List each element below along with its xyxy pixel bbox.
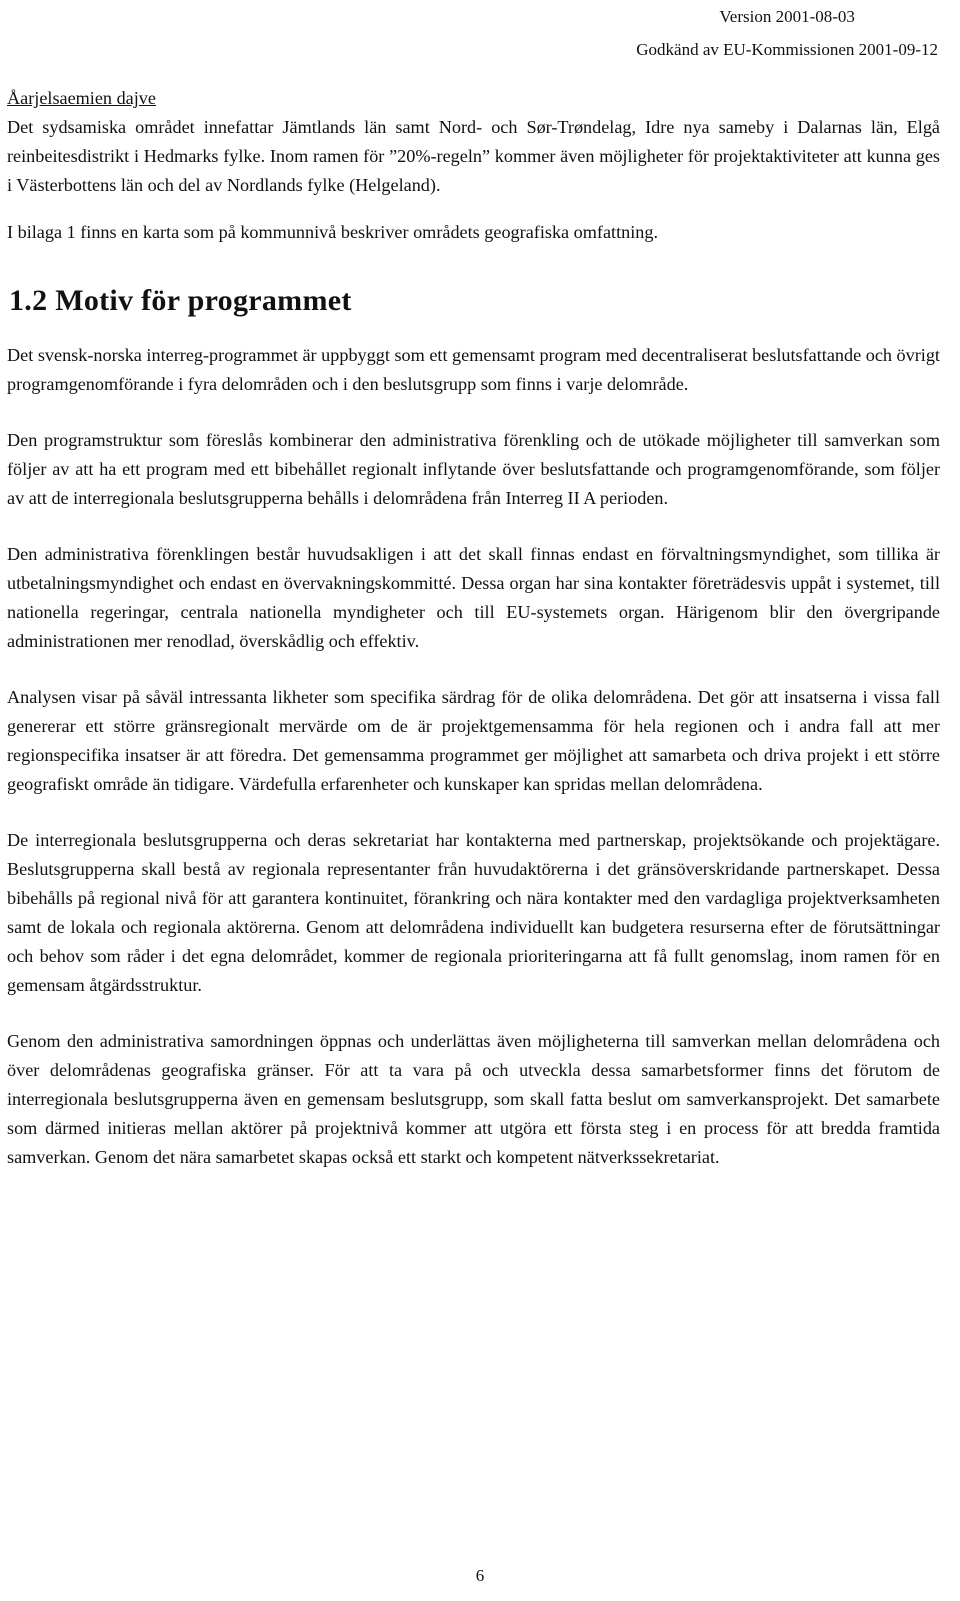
approval-line: Godkänd av EU-Kommissionen 2001-09-12 [636, 40, 938, 59]
intro-block [7, 84, 940, 200]
body-paragraph: Det svensk-norska interreg-programmet är uppbyggt som ett gemensamt program med decentraliserat beslutsfattande och övrigt programgenomförande i fyra delområden och i den beslutsgrupp som finns i varje delområde. [7, 345, 940, 394]
body-paragraph: Analysen visar på såväl intressanta likheter som specifika särdrag för de olika delområdena. Det gör att insatserna i vissa fall genererar ett större gränsregionalt mervärde om de är projektgemensamma för hela regionen och i andra fall att mer regionspecifika insatser är att föredra. Det gemensamma programmet ger möjlighet att samarbeta och driva projekt i ett större geografiskt område än tidigare. Värdefulla erfarenheter och kunskaper kan spridas mellan delområdena. [7, 687, 940, 794]
body-paragraph: Den administrativa förenklingen består huvudsakligen i att det skall finnas endast en förvaltningsmyndighet, som tillika är utbetalningsmyndighet och endast en övervakningskommitté. Dessa organ har sina kontakter företrädesvis uppåt i systemet, till nationella regeringar, centrala nationella myndigheter och till EU-systemets organ. Härigenom blir den övergripande administrationen mer renodlad, överskådlig och effektiv. [7, 544, 940, 651]
page-number: 6 [475, 1566, 485, 1585]
page-number-footer [0, 1566, 960, 1586]
body-paragraph: Genom den administrativa samordningen öppnas och underlättas även möjligheterna till samverkan mellan delområdena och över delområdenas geografiska gränser. För att ta vara på och utveckla dessa samarbetsformer finns det förutom de interregionala beslutsgrupperna även en gemensam beslutsgrupp, som skall fatta beslut om samverkansprojekt. Det samarbete som därmed initieras mellan aktörer på projektnivå kommer att utgöra ett första steg i en process för att bredda framtida samverkan. Genom det nära samarbetet skapas också ett starkt och kompetent nätverkssekretariat. [7, 1031, 940, 1167]
body-paragraph: Den programstruktur som föreslås kombinerar den administrativa förenkling och de utökade möjligheter till samverkan som följer av att ha ett program med ett bibehållet regionalt inflytande över beslutsfattande och programgenomförande, som följer av att de interregionala beslutsgrupperna behålls i delområdena från Interreg II A perioden. [7, 430, 940, 508]
intro-paragraph: Det sydsamiska området innefattar Jämtlands län samt Nord- och Sør-Trøndelag, Idre nya sameby i Dalarnas län, Elgå reinbeitesdistrikt i Hedmarks fylke. Inom ramen för ”20%-regeln” kommer även möjligheter för projektaktiviteter att kunna ges i Västerbottens län och del av Nordlands fylke (Helgeland). [7, 117, 940, 195]
page-header [636, 0, 938, 66]
body-paragraph: De interregionala beslutsgrupperna och deras sekretariat har kontakterna med partnerskap, projektsökande och projektägare. Beslutsgrupperna skall bestå av regionala representanter från huvudaktörerna i det gränsöverskridande partnerskapet. Dessa bibehålls på regional nivå för att garantera kontinuitet, förankring och nära kontakter med den vardagliga projektverksamheten samt de lokala och regionala aktörerna. Genom att delområdena individuellt kan budgetera resurserna efter de förutsättningar och behov som råder i det egna delområdet, kommer de regionala prioriteringarna att få fullt genomslag, inom ramen för en gemensam åtgärdsstruktur. [7, 830, 940, 995]
map-reference-paragraph: I bilaga 1 finns en karta som på kommunnivå beskriver områdets geografiska omfattning. [7, 222, 659, 242]
region-heading: Åarjelsaemien dajve [7, 88, 156, 108]
section-title: 1.2 Motiv för programmet [9, 284, 352, 317]
version-line: Version 2001-08-03 [719, 7, 855, 26]
document-body [7, 84, 940, 1199]
